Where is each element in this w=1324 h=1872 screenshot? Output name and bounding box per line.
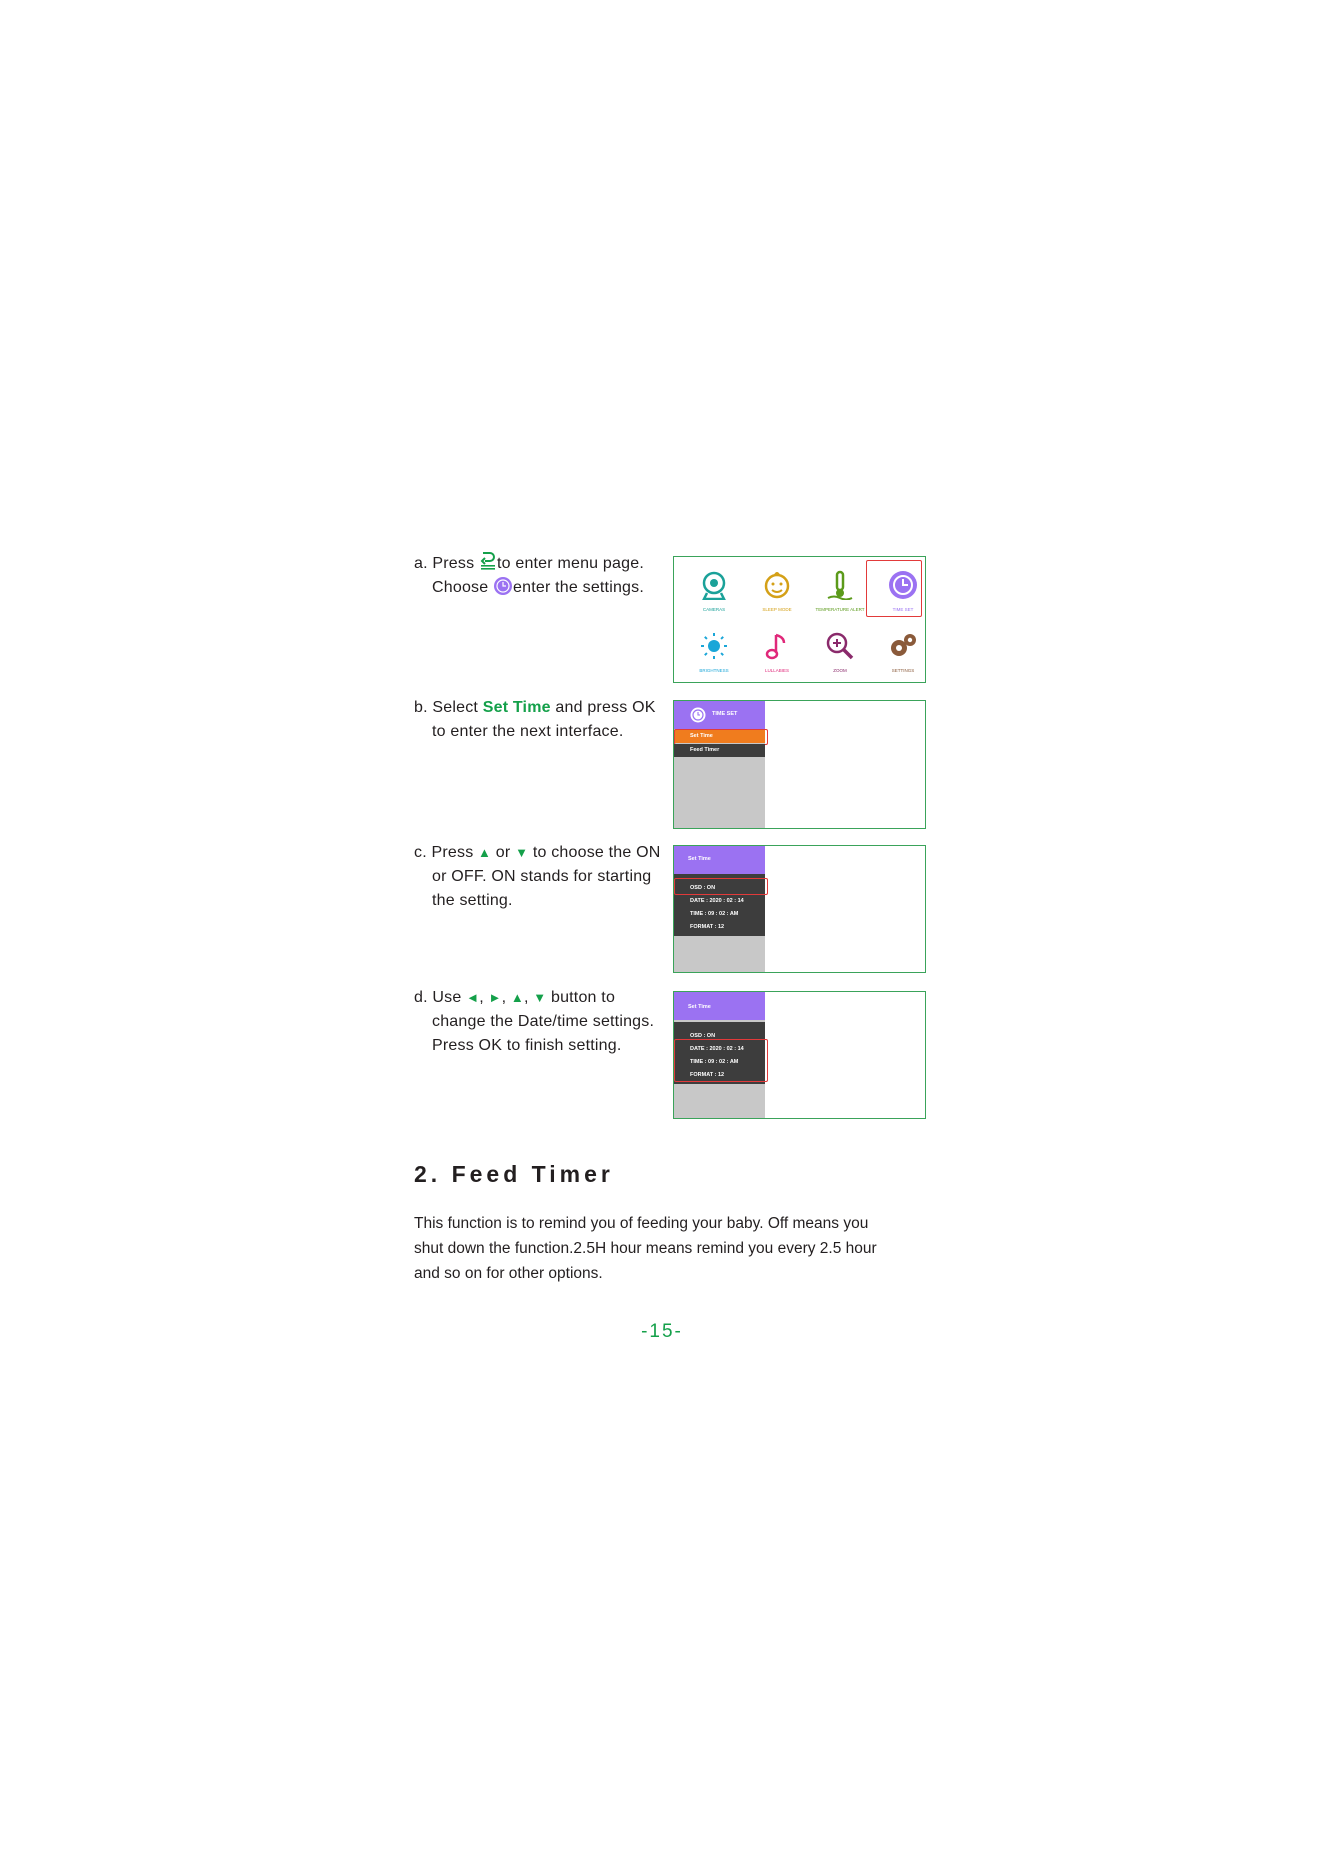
zoom-icon [825, 631, 855, 661]
right-arrow-icon: ► [488, 990, 502, 1005]
menu-item-sun[interactable] [684, 631, 744, 673]
step-b: b. Select Set Time and press OK to enter the next interface. [414, 699, 656, 740]
step-d: d. Use ◄, ►, ▲, ▼ button to change the Date/time settings. Press OK to finish setting. [414, 989, 655, 1054]
thermometer-icon [825, 570, 855, 600]
step-a-text: a. Press [414, 555, 475, 572]
osd-row[interactable]: OSD : ON [690, 885, 716, 891]
page-number: -15- [641, 1321, 683, 1342]
menu-item-baby-face[interactable] [747, 570, 807, 612]
menu-item-label: LULLABIES [764, 668, 789, 673]
set-time-header: Set Time [674, 846, 765, 874]
menu-return-icon [479, 551, 497, 571]
menu-item-label: CAMERAS [702, 607, 726, 612]
left-arrow-icon: ◄ [466, 990, 480, 1005]
clock-icon [493, 576, 513, 596]
selection-highlight [674, 878, 768, 895]
menu-item-music-note[interactable] [747, 631, 807, 673]
set-time-screen-date [673, 991, 926, 1119]
menu-item-label: BRIGHTNESS [699, 668, 729, 673]
music-note-icon [762, 631, 792, 661]
baby-face-icon [762, 570, 792, 600]
menu-item-label: SLEEP MODE [762, 607, 792, 612]
set-time-screen-osd [673, 845, 926, 973]
menu-item-label: ZOOM [833, 668, 847, 673]
set-time-header: Set Time [674, 992, 765, 1020]
time-set-header: TIME SET [674, 701, 765, 729]
time-row[interactable]: TIME : 09 : 02 : AM [690, 911, 739, 917]
menu-item-gears[interactable] [873, 631, 933, 673]
menu-item-label: SETTINGS [891, 668, 915, 673]
menu-item-set-time[interactable]: Set Time [674, 730, 765, 743]
gears-icon [888, 631, 918, 661]
menu-item-thermometer[interactable] [810, 570, 870, 612]
format-row[interactable]: FORMAT : 12 [690, 924, 725, 930]
time-row[interactable]: TIME : 09 : 02 : AM [690, 1059, 739, 1065]
camera-icon [699, 570, 729, 600]
time-set-screen [673, 700, 926, 829]
down-arrow-icon: ▼ [533, 990, 547, 1005]
menu-item-camera[interactable] [684, 570, 744, 612]
section-paragraph: This function is to remind you of feeding your baby. Off means you shut down the function.2.5H hour means remind you every 2.5 hour and so on for other options. [414, 1215, 877, 1282]
clock-icon [690, 707, 706, 723]
main-menu-screen [673, 556, 926, 683]
step-c: c. Press ▲ or ▼ to choose the ON or OFF. ON stands for starting the setting. [414, 844, 661, 909]
menu-item-label: TIME SET [892, 607, 914, 612]
menu-item-feed-timer[interactable]: Feed Timer [674, 744, 765, 757]
format-row[interactable]: FORMAT : 12 [690, 1072, 725, 1078]
menu-item-label: TEMPERATURE ALERT [815, 607, 865, 612]
section-title: 2. Feed Timer [414, 1161, 614, 1187]
up-arrow-icon: ▲ [478, 845, 492, 860]
step-a: a. Press to enter menu page. Choose enter the settings. [414, 551, 644, 600]
down-arrow-icon: ▼ [515, 845, 529, 860]
date-row[interactable]: DATE : 2020 : 02 : 14 [690, 898, 744, 904]
selection-highlight [674, 729, 768, 745]
up-arrow-icon: ▲ [510, 990, 524, 1005]
date-row[interactable]: DATE : 2020 : 02 : 14 [690, 1046, 744, 1052]
menu-item-zoom[interactable] [810, 631, 870, 673]
sun-icon [699, 631, 729, 661]
selection-highlight [866, 560, 922, 617]
selection-highlight [674, 1039, 768, 1082]
osd-row[interactable]: OSD : ON [690, 1033, 716, 1039]
